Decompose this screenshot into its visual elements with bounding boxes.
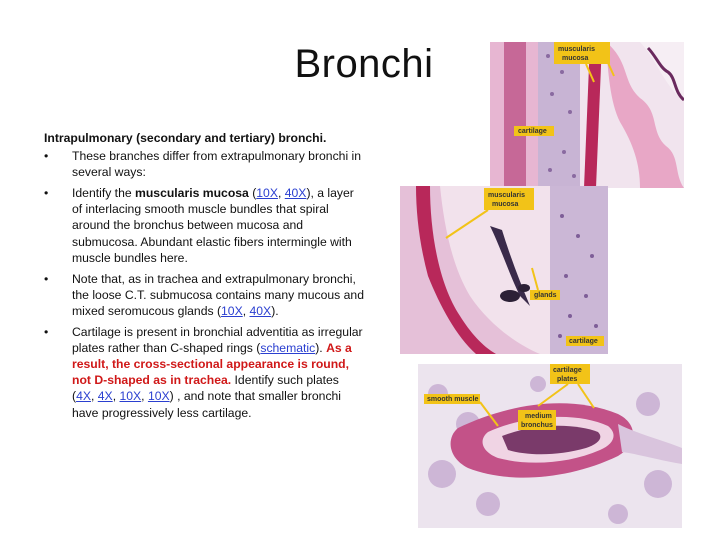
link-4x[interactable]: 4X xyxy=(76,389,91,404)
section-heading: Intrapulmonary (secondary and tertiary) bronchi. xyxy=(44,131,327,145)
label-mucosa: mucosa xyxy=(492,201,519,208)
label-cartilage: cartilage xyxy=(518,128,547,135)
bullet-1-text: These branches differ from extrapulmonary bronchi in several ways: xyxy=(72,149,362,180)
bullet-marker: • xyxy=(44,271,49,286)
label-bronchus: bronchus xyxy=(521,422,553,429)
label-muscularis: muscularis xyxy=(488,192,525,199)
bullet-item-2 xyxy=(44,185,364,265)
label-mucosa: mucosa xyxy=(562,55,589,62)
micrograph-top xyxy=(490,42,684,188)
bullet-marker: • xyxy=(44,149,49,164)
link-10x[interactable]: 10X xyxy=(221,303,243,318)
label-medium: medium xyxy=(525,413,552,420)
bullet-2-text-a: Identify the xyxy=(72,186,136,201)
bullet-2-text-b: ( xyxy=(248,186,257,201)
bullet-3-text-a: Note that, as in trachea and extrapulmonary bronchi, the loose C.T. submucosa contains many mucous and mixed seromucous glands ( xyxy=(72,271,364,318)
bullet-list xyxy=(44,148,364,421)
bullet-marker: • xyxy=(44,325,49,340)
bullet-4-text-d: ) , and note that smaller bronchi have progressively less cartilage. xyxy=(72,389,342,420)
bullet-4-text-a: Cartilage is present in bronchial adventitia as irregular plates rather than C-shaped rings ( xyxy=(72,325,363,356)
link-separator: , xyxy=(141,389,148,404)
link-separator: , xyxy=(112,389,120,404)
label-plates: plates xyxy=(557,376,578,383)
label-cartilage: cartilage xyxy=(553,367,582,374)
highlight-text: As a result, the cross-sectional appearance is round, not D-shaped as in trachea. xyxy=(72,341,352,388)
link-40x[interactable]: 40X xyxy=(249,303,272,318)
micrograph-middle xyxy=(400,186,608,354)
label-smooth-muscle: smooth muscle xyxy=(427,396,479,403)
link-40x[interactable]: 40X xyxy=(284,186,307,201)
link-10x[interactable]: 10X xyxy=(119,389,142,404)
bullet-item-1 xyxy=(44,148,364,180)
term-muscularis-mucosa: muscularis mucosa xyxy=(135,186,249,201)
bullet-marker: • xyxy=(44,186,49,201)
link-schematic[interactable]: schematic xyxy=(260,341,316,356)
bullet-item-4 xyxy=(44,324,364,421)
label-cartilage: cartilage xyxy=(569,338,598,345)
slide-body xyxy=(44,130,364,426)
link-4x[interactable]: 4X xyxy=(97,389,113,404)
link-10x[interactable]: 10X xyxy=(147,389,170,404)
label-glands: glands xyxy=(534,292,557,299)
bullet-4-text-b: ). xyxy=(315,341,327,356)
label-muscularis: muscularis xyxy=(558,46,595,53)
link-separator: , xyxy=(90,389,98,404)
link-separator: , xyxy=(242,303,250,318)
link-10x[interactable]: 10X xyxy=(256,186,278,201)
bullet-2-text-c: ), a layer of interlacing smooth muscle bundles that spiral around the bronchus between mucosa and submucosa. Abundant elastic fibers intermingle with muscle bundles here. xyxy=(72,186,354,265)
link-separator: , xyxy=(277,186,285,201)
bullet-4-text-c: Identify such plates ( xyxy=(72,373,339,404)
micrograph-bottom xyxy=(418,364,682,528)
bullet-3-text-b: ). xyxy=(271,303,279,318)
bullet-item-3 xyxy=(44,271,364,319)
slide-title: Bronchi xyxy=(294,42,434,86)
